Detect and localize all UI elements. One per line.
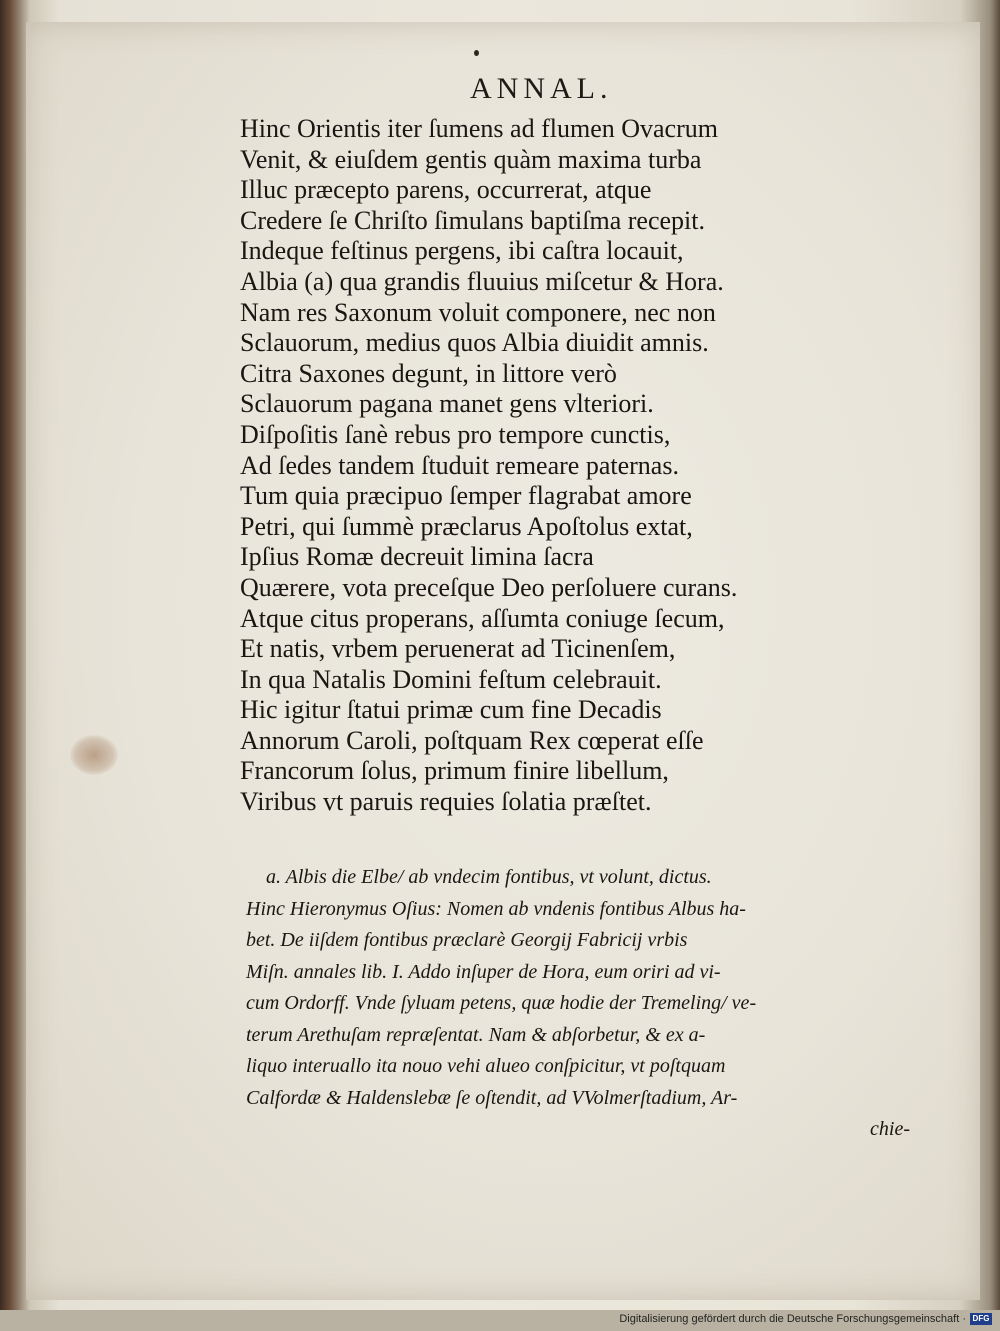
- verse-line: Tum quia præcipuo ſemper flagrabat amore: [240, 481, 692, 511]
- verse-line: Venit, & eiuſdem gentis quàm maxima turba: [240, 144, 702, 174]
- verse-line: Ad ſedes tandem ſtuduit remeare paternas.: [240, 450, 679, 480]
- footnote-line: liquo interuallo ita nouo vehi alueo conſpicitur, vt poſtquam: [246, 1055, 726, 1077]
- footnote-block: [246, 862, 926, 1146]
- verse-line: Et natis, vrbem peruenerat ad Ticinenſem,: [240, 634, 676, 664]
- footnote-line: terum Arethuſam repræſentat. Nam & abſorbetur, & ex a-: [246, 1023, 706, 1046]
- verse-line: Viribus vt paruis requies ſolatia præſtet.: [240, 787, 652, 817]
- running-title: ANNAL.: [470, 72, 613, 105]
- verse-line: Nam res Saxonum voluit componere, nec non: [240, 297, 716, 327]
- verse-line: Hic igitur ſtatui primæ cum fine Decadis: [240, 695, 662, 725]
- dfg-logo-icon: DFG: [970, 1313, 992, 1325]
- footnote-line: Miſn. annales lib. I. Addo inſuper de Hora, eum oriri ad vi-: [246, 960, 721, 983]
- verse-line: Sclauorum pagana manet gens vlteriori.: [240, 389, 654, 419]
- verse-line: Annorum Caroli, poſtquam Rex cœperat eſſe: [240, 725, 704, 755]
- footnote-catchword: chie-: [870, 1118, 910, 1140]
- digitization-credit: [619, 1311, 992, 1327]
- verse-line: Ipſius Romæ decreuit limina ſacra: [240, 542, 594, 572]
- verse-line: Illuc præcepto parens, occurrerat, atque: [240, 175, 652, 205]
- footnote-line: bet. De iiſdem fontibus præclarè Georgij Fabricij vrbis: [246, 929, 688, 951]
- footnote-line: a. Albis die Elbe/ ab vndecim fontibus, vt volunt, dictus.: [266, 866, 712, 888]
- verse-block: [240, 114, 840, 818]
- paper-stain: [70, 735, 118, 775]
- verse-line: Diſpoſitis ſanè rebus pro tempore cunctis,: [240, 419, 671, 449]
- verse-line: Credere ſe Chriſto ſimulans baptiſma recepit.: [240, 205, 705, 235]
- ink-dot: [474, 50, 479, 56]
- verse-line: Indeque feſtinus pergens, ibi caſtra locauit,: [240, 236, 684, 266]
- footnote-line: cum Ordorff. Vnde ſyluam petens, quæ hodie der Tremeling/ ve-: [246, 992, 757, 1014]
- verse-line: Hinc Orientis iter ſumens ad flumen Ovacrum: [240, 114, 718, 143]
- verse-line: Albia (a) qua grandis fluuius miſcetur & Hora.: [240, 266, 724, 296]
- verse-line: Quærere, vota preceſque Deo perſoluere curans.: [240, 572, 738, 602]
- verse-line: In qua Natalis Domini feſtum celebrauit.: [240, 664, 662, 694]
- verse-line: Petri, qui ſummè præclarus Apoſtolus extat,: [240, 511, 693, 541]
- verse-line: Atque citus properans, aſſumta coniuge ſecum,: [240, 603, 725, 633]
- credit-text: Digitalisierung gefördert durch die Deutsche Forschungsgemeinschaft ·: [619, 1313, 966, 1325]
- footnote-line: Calfordæ & Haldenslebæ ſe oſtendit, ad VVolmerſtadium, Ar-: [246, 1086, 738, 1109]
- verse-line: Sclauorum, medius quos Albia diuidit amnis.: [240, 328, 709, 358]
- verse-line: Citra Saxones degunt, in littore verò: [240, 358, 617, 388]
- verse-line: Francorum ſolus, primum finire libellum,: [240, 756, 669, 786]
- footnote-line: Hinc Hieronymus Oſius: Nomen ab vndenis fontibus Albus ha-: [246, 897, 746, 920]
